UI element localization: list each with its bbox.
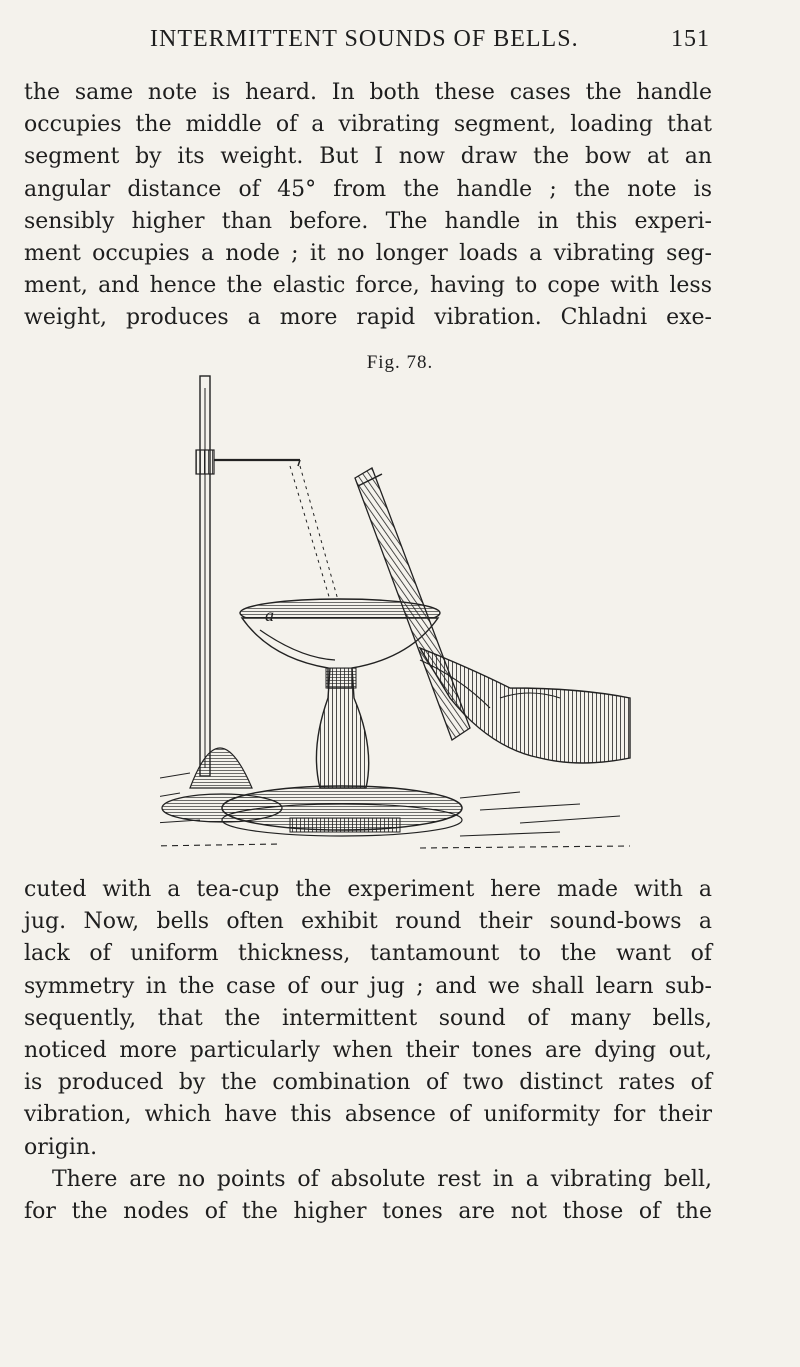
text-line: There are no points of absolute rest in a vibrating bell, bbox=[52, 1166, 712, 1192]
text-line: noticed more particularly when their tones are dying out, bbox=[24, 1038, 712, 1064]
text-line: vibration, which have this absence of uniformity for their bbox=[24, 1102, 712, 1128]
text-line: ment, and hence the elastic force, having to cope with less bbox=[24, 273, 712, 299]
text-line: lack of uniform thickness, tantamount to the want of bbox=[24, 941, 712, 967]
stand-rod bbox=[196, 376, 300, 776]
text-line: sensibly higher than before. The handle in this experi- bbox=[24, 208, 712, 234]
suspension-dashes bbox=[290, 466, 338, 600]
page-number: 151 bbox=[671, 26, 710, 52]
text-line: occupies the middle of a vibrating segment, loading that bbox=[24, 112, 712, 138]
text-line: weight, produces a more rapid vibration. Chladni exe- bbox=[24, 305, 712, 331]
text-line: is produced by the combination of two distinct rates of bbox=[24, 1070, 712, 1096]
text-line: symmetry in the case of our jug ; and we shall learn sub- bbox=[24, 973, 712, 999]
text-line: segment by its weight. But I now draw the bow at an bbox=[24, 144, 712, 170]
figure-jug-illustration bbox=[160, 368, 640, 868]
figure-label-a: a bbox=[265, 605, 274, 625]
text-line: angular distance of 45° from the handle ; the note is bbox=[24, 176, 712, 202]
text-line: ment occupies a node ; it no longer loads a vibrating seg- bbox=[24, 241, 712, 267]
text-line: the same note is heard. In both these cases the handle bbox=[24, 80, 712, 105]
paragraph-1 bbox=[24, 77, 712, 335]
paragraph-2 bbox=[24, 874, 712, 1228]
text-line: for the nodes of the higher tones are not those of the bbox=[24, 1199, 712, 1225]
text-line: sequently, that the intermittent sound of many bells, bbox=[24, 1005, 712, 1031]
text-line: origin. bbox=[24, 1134, 98, 1160]
text-line: jug. Now, bells often exhibit round their sound-bows a bbox=[24, 909, 712, 935]
running-title: INTERMITTENT SOUNDS OF BELLS. bbox=[150, 26, 579, 52]
figure-caption: Fig. 78. bbox=[366, 352, 434, 373]
text-line: cuted with a tea-cup the experiment here made with a bbox=[24, 877, 712, 902]
running-header bbox=[150, 26, 710, 60]
